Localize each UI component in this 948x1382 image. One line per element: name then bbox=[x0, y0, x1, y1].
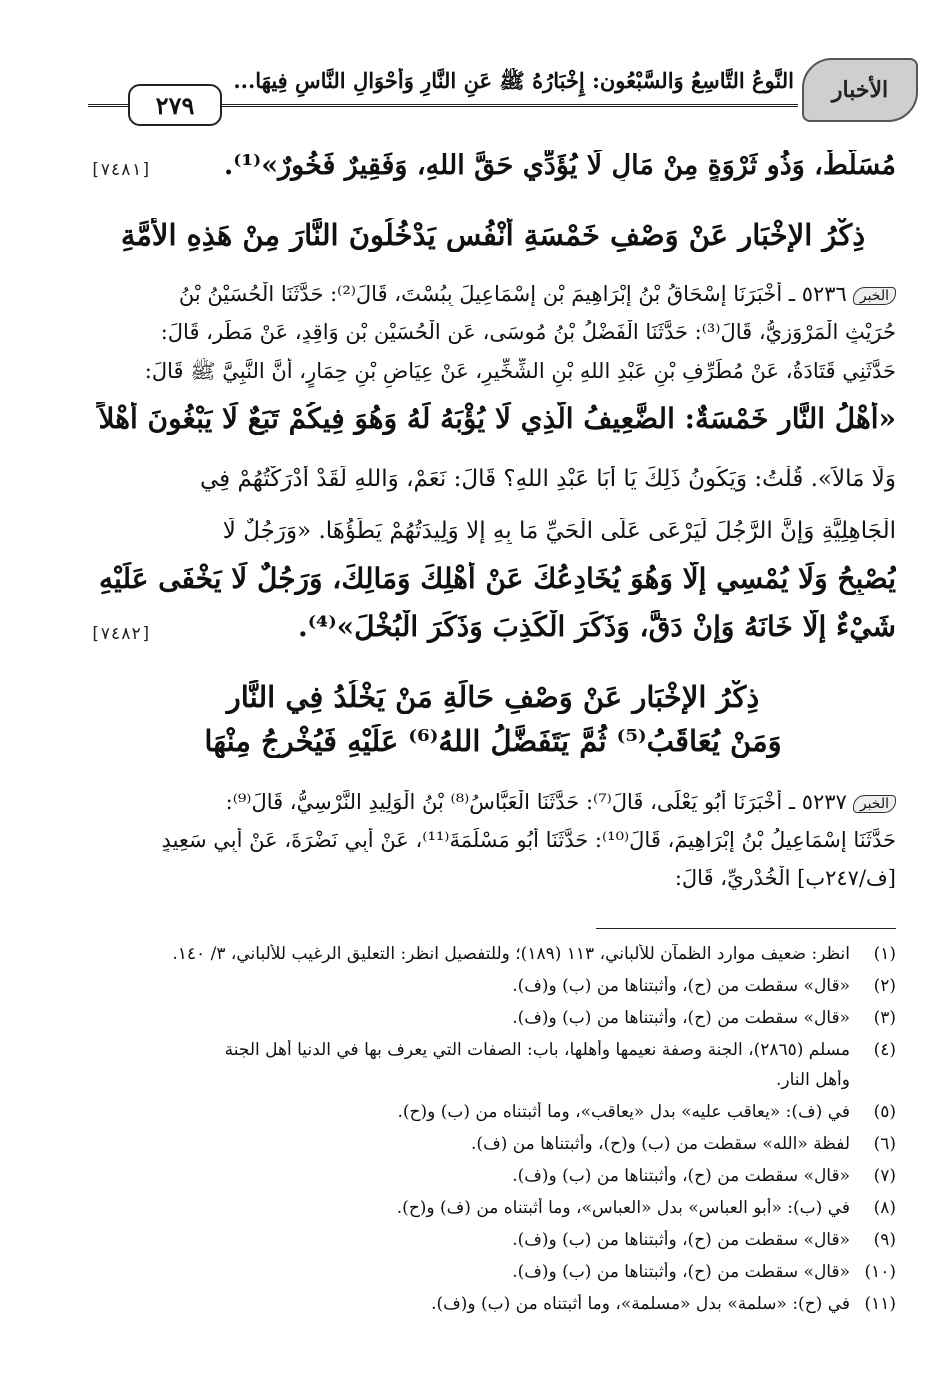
isnad-text-1: ٥٢٣٦ ـ أَخْبَرَنَا إِسْحَاقُ بْنُ إِبْرَاهِيمَ بْنِ إِسْمَاعِيلَ بِبُسْتَ، قَالَ⁽²⁾: حَدَّثَنَا الْحُسَيْنُ بْنُ bbox=[178, 282, 847, 306]
footnote-text: «قال» سقطت من (ح)، وأثبتناها من (ب) و(ف). bbox=[512, 1230, 850, 1250]
footnote-number: (٧) bbox=[873, 1166, 896, 1186]
footnote-text: في (ح): «سلمة» بدل «مسلمة»، وما أثبتناه من (ب) و(ف). bbox=[431, 1294, 850, 1314]
footnote-number: (٤) bbox=[873, 1040, 896, 1060]
footnote-text: في (ب): «أبو العباس» بدل «العباس»، وما أثبتناه من (ف) و(ح). bbox=[396, 1198, 850, 1218]
isnad-line-2: حُرَيْثٍ الْمَرْوَزِيُّ، قَالَ⁽³⁾: حَدَّثَنَا الْفَضْلُ بْنُ مُوسَى، عَنِ الْحُسَيْنِ بْنِ وَاقِدٍ، عَنْ مَطَرٍ، قَالَ: bbox=[160, 320, 896, 344]
continuation-line: مُسَلَّطٌ، وَذُو ثَرْوَةٍ مِنْ مَالٍ لَا يُؤَدِّي حَقَّ اللهِ، وَفَقِيرٌ فَخُورٌ»⁽¹⁾. bbox=[223, 150, 896, 181]
khabar-marker-2: الخبر bbox=[853, 795, 896, 813]
page-number: ٢٧٩ bbox=[128, 84, 222, 126]
isnad2-text-1: ٥٢٣٧ ـ أَخْبَرَنَا أَبُو يَعْلَى، قَالَ⁽⁷⁾: حَدَّثَنَا الْعَبَّاسُ⁽⁸⁾ بْنُ الْوَلِيدِ النَّرْسِيُّ، قَالَ⁽⁹⁾: bbox=[225, 790, 847, 814]
footnote-text: «قال» سقطت من (ح)، وأثبتناها من (ب) و(ف). bbox=[512, 1008, 850, 1028]
footnote-10 bbox=[90, 1262, 896, 1282]
hadith-ref-7481: [٧٤٨١] bbox=[90, 160, 152, 180]
footnote-6 bbox=[90, 1134, 896, 1154]
footnote-4-cont bbox=[90, 1070, 896, 1090]
footnote-text: «قال» سقطت من (ح)، وأثبتناها من (ب) و(ف). bbox=[512, 976, 850, 996]
page-header bbox=[88, 58, 918, 126]
footnote-number: (٦) bbox=[873, 1134, 896, 1154]
footnote-number: (٥) bbox=[873, 1102, 896, 1122]
footnote-number: (٣) bbox=[873, 1008, 896, 1028]
hadith-text-line-5: شَيْءٌ إِلَّا خَانَهُ وَإِنْ دَقَّ، وَذَكَرَ الْكَذِبَ وَذَكَرَ الْبُخْلَ»⁽⁴⁾. bbox=[297, 610, 896, 643]
isnad2-line-2: حَدَّثَنَا إِسْمَاعِيلُ بْنُ إِبْرَاهِيمَ، قَالَ⁽¹⁰⁾: حَدَّثَنَا أَبُو مَسْلَمَةَ⁽¹¹⁾، عَنْ أَبِي نَضْرَةَ، عَنْ أَبِي سَعِيدٍ bbox=[161, 828, 896, 852]
footnote-8 bbox=[90, 1198, 896, 1218]
footnote-5 bbox=[90, 1102, 896, 1122]
footnote-text: «قال» سقطت من (ح)، وأثبتناها من (ب) و(ف). bbox=[512, 1262, 850, 1282]
hadith-text-line-4: يُصْبِحُ وَلَا يُمْسِي إِلَّا وَهُوَ يُخَادِعُكَ عَنْ أَهْلِكَ وَمَالِكَ، وَرَجُلٌ لَا يَخْفَى عَلَيْهِ bbox=[98, 562, 896, 595]
footnote-number: (١) bbox=[873, 944, 896, 964]
footnote-text: لفظة «الله» سقطت من (ب) و(ح)، وأثبتناها من (ف). bbox=[471, 1134, 850, 1154]
footnote-11 bbox=[90, 1294, 896, 1314]
footnote-number: (١١) bbox=[864, 1294, 896, 1314]
footnote-4 bbox=[90, 1040, 896, 1060]
hadith-text-line-1: «أَهْلُ النَّارِ خَمْسَةٌ: الضَّعِيفُ الَّذِي لَا يُؤْبَهُ لَهُ وَهُوَ فِيكُمْ تَبَعٌ لَا يَبْغُونَ أَهْلاً bbox=[98, 402, 896, 435]
footnote-2 bbox=[90, 976, 896, 996]
isnad2-line-1 bbox=[90, 790, 896, 814]
khabar-marker: الخبر bbox=[853, 287, 896, 305]
section-heading-1: ذِكْرُ الإِخْبَارِ عَنْ وَصْفِ خَمْسَةِ أَنْفُسٍ يَدْخُلُونَ النَّارَ مِنْ هَذِهِ الأُمَّةِ bbox=[120, 218, 866, 252]
footnote-7 bbox=[90, 1166, 896, 1186]
isnad2-line-3: [ف/٢٤٧ب] الْخُدْرِيِّ، قَالَ: bbox=[674, 866, 896, 890]
footnote-text: مسلم (٢٨٦٥)، الجنة وصفة نعيمها وأهلها، باب: الصفات التي يعرف بها في الدنيا أهل الجنة bbox=[224, 1040, 850, 1060]
hadith-ref-7482: [٧٤٨٢] bbox=[90, 624, 152, 644]
section-badge: الأخبار bbox=[802, 58, 918, 122]
footnote-number: (١٠) bbox=[864, 1262, 896, 1282]
footnote-1 bbox=[90, 944, 896, 964]
footnote-number: (٩) bbox=[873, 1230, 896, 1250]
footnote-number: (٢) bbox=[873, 976, 896, 996]
isnad-line-1 bbox=[90, 282, 896, 306]
hadith-text-line-2: وَلَا مَالاً». قُلْتُ: وَيَكُونُ ذَلِكَ يَا أَبَا عَبْدِ اللهِ؟ قَالَ: نَعَمْ، وَاللهِ لَقَدْ أَدْرَكْتُهُمْ فِي bbox=[199, 466, 896, 492]
running-title: النَّوعُ التَّاسِعُ وَالسَّبْعُون: إِخْبَارُهُ ﷺ عَنِ النَّارِ وَأَحْوَالِ النَّاسِ فِيهَا... bbox=[233, 68, 794, 93]
footnote-3 bbox=[90, 1008, 896, 1028]
isnad-line-3: حَدَّثَنِي قَتَادَةُ، عَنْ مُطَرِّفِ بْنِ عَبْدِ اللهِ بْنِ الشِّخِّيرِ، عَنْ عِيَاضِ بْنِ حِمَارٍ، أَنَّ النَّبِيَّ ﷺ قَالَ: bbox=[144, 359, 896, 383]
footnote-rule bbox=[596, 928, 896, 929]
footnote-text: وأهل النار. bbox=[775, 1070, 850, 1090]
footnote-text: في (ف): «يعاقب عليه» بدل «يعاقب»، وما أثبتناه من (ب) و(ح). bbox=[397, 1102, 850, 1122]
section-heading-2-line-1: ذِكْرُ الإِخْبَارِ عَنْ وَصْفِ حَالَةِ مَنْ يَخْلُدُ فِي النَّارِ bbox=[226, 680, 760, 714]
header-rule-left bbox=[88, 104, 126, 107]
section-heading-2-line-2: وَمَنْ يُعَاقَبُ⁽⁵⁾ ثُمَّ يَتَفَضَّلُ اللهُ⁽⁶⁾ عَلَيْهِ فَيُخْرِجُ مِنْهَا bbox=[204, 724, 782, 758]
footnote-number: (٨) bbox=[873, 1198, 896, 1218]
footnote-text: انظر: ضعيف موارد الظمآن للألباني، ١١٣ (١٨٩)؛ وللتفصيل انظر: التعليق الرغيب للألباني، ٣/ ١٤٠. bbox=[172, 944, 850, 964]
footnote-text: «قال» سقطت من (ح)، وأثبتناها من (ب) و(ف). bbox=[512, 1166, 850, 1186]
footnote-9 bbox=[90, 1230, 896, 1250]
hadith-text-line-3: الْجَاهِلِيَّةِ وَإِنَّ الرَّجُلَ لَيَرْعَى عَلَى الْحَيِّ مَا بِهِ إِلا وَلِيدَتُهُمْ يَطَؤُهَا. «وَرَجُلٌ لَا bbox=[222, 518, 896, 544]
